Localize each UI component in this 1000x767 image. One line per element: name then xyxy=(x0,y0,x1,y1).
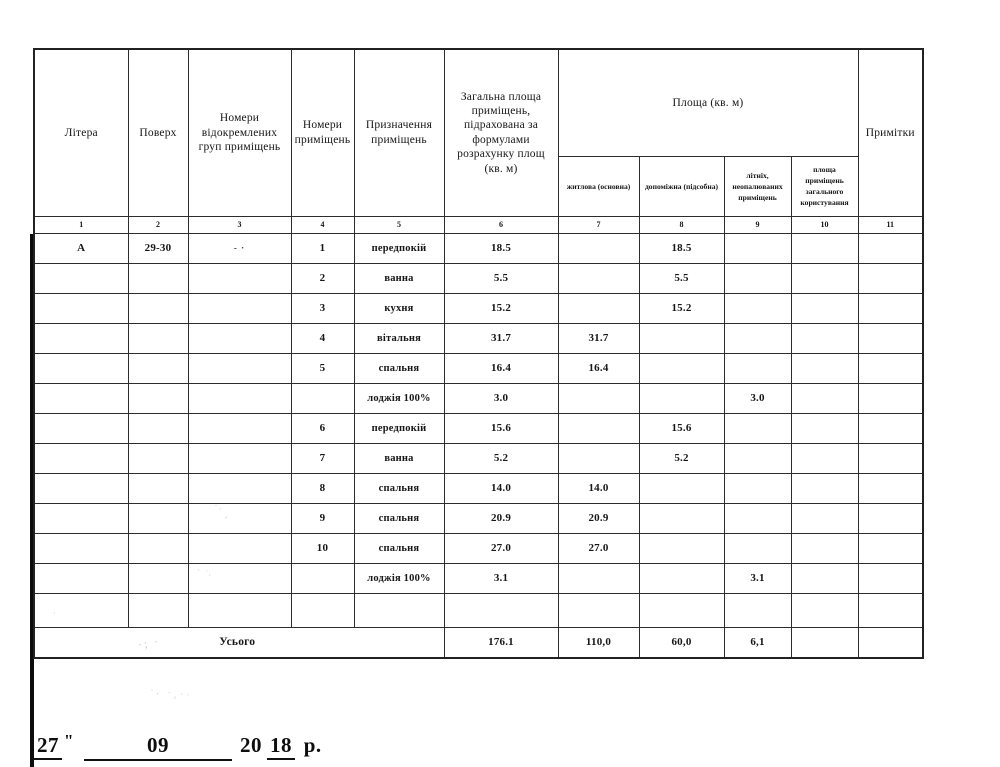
header-common: площа приміщень загального користування xyxy=(791,156,858,216)
date-century: 20 xyxy=(239,733,262,757)
column-number-row xyxy=(34,216,923,233)
table-cell: 27.0 xyxy=(558,533,639,563)
table-cell xyxy=(128,443,188,473)
table-cell xyxy=(791,413,858,443)
table-cell: 9 xyxy=(291,503,354,533)
table-cell: 4 xyxy=(291,323,354,353)
date-suffix: р. xyxy=(303,733,322,757)
table-cell: 18.5 xyxy=(639,233,724,263)
table-cell: спальня xyxy=(354,353,444,383)
table-cell xyxy=(639,383,724,413)
table-cell xyxy=(34,413,128,443)
table-cell xyxy=(858,473,923,503)
table-cell xyxy=(858,443,923,473)
column-number: 1 xyxy=(34,216,128,233)
table-row xyxy=(34,503,923,533)
table-cell xyxy=(128,353,188,383)
table-cell xyxy=(724,353,791,383)
table-row xyxy=(34,413,923,443)
table-cell xyxy=(188,383,291,413)
table-row xyxy=(34,353,923,383)
table-cell xyxy=(558,263,639,293)
table-cell xyxy=(128,503,188,533)
column-number: 8 xyxy=(639,216,724,233)
table-cell: 14.0 xyxy=(444,473,558,503)
table-cell xyxy=(34,383,128,413)
totals-label: Усього xyxy=(34,627,444,658)
table-row xyxy=(34,443,923,473)
table-cell xyxy=(724,293,791,323)
table-row xyxy=(34,323,923,353)
table-cell xyxy=(188,533,291,563)
table-cell: ванна xyxy=(354,263,444,293)
table-cell xyxy=(34,593,128,627)
table-cell: 10 xyxy=(291,533,354,563)
table-cell xyxy=(724,503,791,533)
table-cell: 5.5 xyxy=(639,263,724,293)
table-cell: 15.2 xyxy=(639,293,724,323)
table-cell xyxy=(858,263,923,293)
header-notes: Примітки xyxy=(858,49,923,216)
table-cell xyxy=(639,503,724,533)
table-row xyxy=(34,293,923,323)
table-cell xyxy=(791,533,858,563)
header-total-area: Загальна площа приміщень, підрахована за формулами розрахунку площ (кв. м) xyxy=(444,49,558,216)
date-line xyxy=(34,731,322,761)
pencil-smudge: ·; · xyxy=(136,634,162,652)
table-cell xyxy=(724,413,791,443)
table-cell xyxy=(188,353,291,383)
table-cell xyxy=(639,563,724,593)
table-row xyxy=(34,563,923,593)
table-cell xyxy=(34,263,128,293)
totals-value: 176.1 xyxy=(444,627,558,658)
table-cell: 15.2 xyxy=(444,293,558,323)
table-cell xyxy=(188,323,291,353)
table-cell: передпокій xyxy=(354,413,444,443)
totals-value xyxy=(791,627,858,658)
table-cell: - · xyxy=(188,233,291,263)
table-cell xyxy=(858,413,923,443)
table-cell xyxy=(639,473,724,503)
column-number: 10 xyxy=(791,216,858,233)
table-cell: 15.6 xyxy=(639,413,724,443)
table-cell xyxy=(34,293,128,323)
table-cell xyxy=(791,473,858,503)
table-cell xyxy=(639,353,724,383)
table-cell: 5.2 xyxy=(639,443,724,473)
header-living: житлова (основна) xyxy=(558,156,639,216)
column-number: 11 xyxy=(858,216,923,233)
column-number: 4 xyxy=(291,216,354,233)
table-cell xyxy=(354,593,444,627)
table-row xyxy=(34,533,923,563)
table-cell xyxy=(34,323,128,353)
table-row xyxy=(34,593,923,627)
table-cell: 3.0 xyxy=(724,383,791,413)
table-cell xyxy=(858,293,923,323)
table-cell: спальня xyxy=(354,503,444,533)
table-cell xyxy=(791,593,858,627)
table-cell: 14.0 xyxy=(558,473,639,503)
table-row xyxy=(34,473,923,503)
column-number: 3 xyxy=(188,216,291,233)
table-cell xyxy=(128,323,188,353)
pencil-smudge: ·· ‚ xyxy=(210,500,234,523)
table-cell xyxy=(128,413,188,443)
table-cell: 29-30 xyxy=(128,233,188,263)
header-floor: Поверх xyxy=(128,49,188,216)
table-cell xyxy=(128,563,188,593)
header-area-group: Площа (кв. м) xyxy=(558,49,858,156)
pencil-smudge: ·. ·¸·· xyxy=(149,685,194,702)
date-day: 27 xyxy=(34,733,62,760)
table-cell xyxy=(34,473,128,503)
table-cell: 3.1 xyxy=(724,563,791,593)
table-cell xyxy=(128,383,188,413)
table-cell: 16.4 xyxy=(444,353,558,383)
table-cell: 8 xyxy=(291,473,354,503)
table-cell: 5 xyxy=(291,353,354,383)
table-cell: 5.2 xyxy=(444,443,558,473)
column-number: 9 xyxy=(724,216,791,233)
header-purpose: Призначення приміщень xyxy=(354,49,444,216)
table-row xyxy=(34,233,923,263)
table-cell: 7 xyxy=(291,443,354,473)
table-cell: 31.7 xyxy=(444,323,558,353)
table-cell: 1 xyxy=(291,233,354,263)
table-cell: 5.5 xyxy=(444,263,558,293)
header-summer: літніх, неопалюваних приміщень xyxy=(724,156,791,216)
table-cell xyxy=(858,233,923,263)
table-row xyxy=(34,383,923,413)
table-cell: 18.5 xyxy=(444,233,558,263)
table-cell xyxy=(558,413,639,443)
table-cell: ванна xyxy=(354,443,444,473)
table-cell xyxy=(291,563,354,593)
date-quote: " xyxy=(64,731,74,750)
totals-value: 110,0 xyxy=(558,627,639,658)
table-cell xyxy=(639,593,724,627)
table-cell xyxy=(791,353,858,383)
table-cell: спальня xyxy=(354,473,444,503)
header-auxiliary: допоміжна (підсобна) xyxy=(639,156,724,216)
table-cell xyxy=(724,593,791,627)
table-cell xyxy=(791,263,858,293)
table-cell xyxy=(34,533,128,563)
table-cell: вітальня xyxy=(354,323,444,353)
column-number: 6 xyxy=(444,216,558,233)
table-cell xyxy=(188,443,291,473)
table-cell xyxy=(858,353,923,383)
table-cell: 15.6 xyxy=(444,413,558,443)
table-cell xyxy=(858,323,923,353)
table-cell xyxy=(188,593,291,627)
table-cell xyxy=(558,383,639,413)
table-cell xyxy=(791,233,858,263)
table-cell xyxy=(791,293,858,323)
table-cell xyxy=(724,533,791,563)
table-cell xyxy=(791,323,858,353)
table-cell: кухня xyxy=(354,293,444,323)
table-cell: 16.4 xyxy=(558,353,639,383)
pencil-smudge: · xyxy=(48,609,60,618)
table-cell xyxy=(188,500,291,533)
table-cell: спальня xyxy=(354,533,444,563)
table-cell xyxy=(188,473,291,503)
table-cell xyxy=(34,353,128,383)
table-cell xyxy=(858,563,923,593)
table-cell: передпокій xyxy=(354,233,444,263)
table-cell xyxy=(858,383,923,413)
table-cell xyxy=(34,563,128,593)
table-cell: 31.7 xyxy=(558,323,639,353)
table-cell xyxy=(858,593,923,627)
table-cell: 2 xyxy=(291,263,354,293)
pencil-smudge: · ˙· xyxy=(194,565,215,582)
header-premise-numbers: Номери приміщень xyxy=(291,49,354,216)
table-cell xyxy=(639,323,724,353)
table-cell xyxy=(724,473,791,503)
table-cell xyxy=(188,263,291,293)
table-cell xyxy=(791,383,858,413)
table-cell xyxy=(558,293,639,323)
date-month: 09 xyxy=(84,733,232,761)
table-cell: 20.9 xyxy=(558,503,639,533)
table-cell: 3.0 xyxy=(444,383,558,413)
table-cell xyxy=(128,293,188,323)
table-cell xyxy=(188,293,291,323)
table-cell xyxy=(128,263,188,293)
table-cell xyxy=(558,563,639,593)
table-cell: 3.1 xyxy=(444,563,558,593)
column-number: 7 xyxy=(558,216,639,233)
totals-value xyxy=(858,627,923,658)
header-row-main xyxy=(34,49,923,156)
table-cell xyxy=(444,593,558,627)
table-cell xyxy=(34,443,128,473)
table-cell xyxy=(34,503,128,533)
table-cell xyxy=(188,563,291,593)
table-cell xyxy=(791,503,858,533)
table-cell xyxy=(858,533,923,563)
table-row xyxy=(34,263,923,293)
header-group-numbers: Номери відокремлених груп приміщень xyxy=(188,49,291,216)
table-cell xyxy=(858,503,923,533)
table-cell xyxy=(639,533,724,563)
premises-area-table xyxy=(33,48,924,659)
date-year: 18 xyxy=(267,733,295,760)
table-cell xyxy=(188,413,291,443)
table-cell xyxy=(291,593,354,627)
table-cell: 6 xyxy=(291,413,354,443)
table-cell xyxy=(128,473,188,503)
totals-row xyxy=(34,627,923,658)
table-cell xyxy=(791,563,858,593)
table-cell: лоджія 100% xyxy=(354,563,444,593)
totals-value: 6,1 xyxy=(724,627,791,658)
table-cell xyxy=(128,533,188,563)
header-litera: Літера xyxy=(34,49,128,216)
table-cell: 20.9 xyxy=(444,503,558,533)
table-cell xyxy=(558,443,639,473)
totals-value: 60,0 xyxy=(639,627,724,658)
table-cell: А xyxy=(34,233,128,263)
column-number: 5 xyxy=(354,216,444,233)
table-cell: лоджія 100% xyxy=(354,383,444,413)
table-cell xyxy=(558,233,639,263)
column-number: 2 xyxy=(128,216,188,233)
table-cell: 3 xyxy=(291,293,354,323)
table-cell xyxy=(724,323,791,353)
table-cell xyxy=(558,593,639,627)
table-cell xyxy=(791,443,858,473)
table-cell xyxy=(724,233,791,263)
table-cell xyxy=(128,593,188,627)
table-cell xyxy=(291,383,354,413)
table-cell xyxy=(724,263,791,293)
table-cell xyxy=(724,443,791,473)
table-cell: 27.0 xyxy=(444,533,558,563)
